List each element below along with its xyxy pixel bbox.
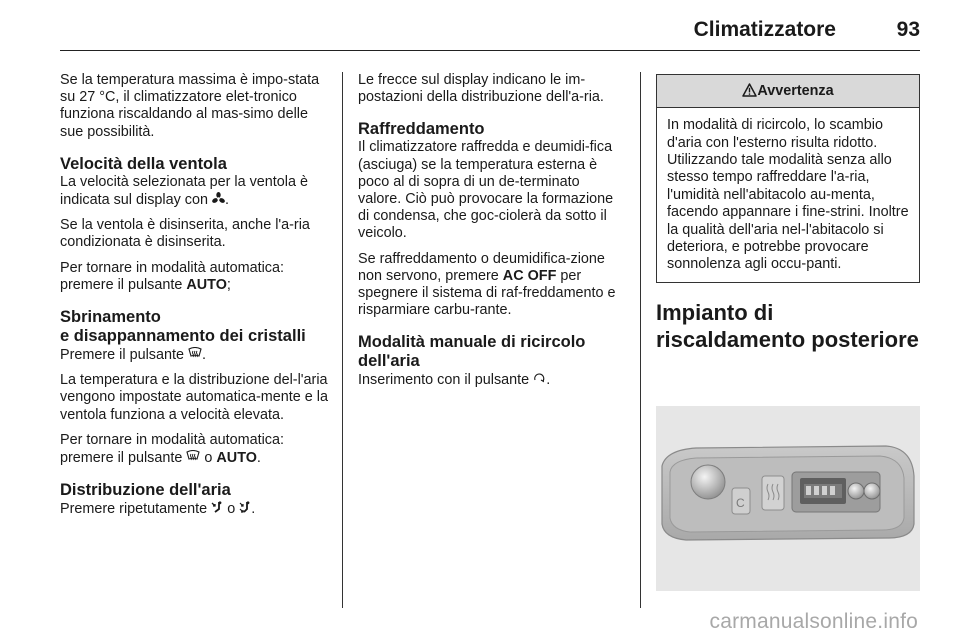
- column-divider: [640, 72, 641, 608]
- svg-text:C: C: [736, 496, 745, 510]
- paragraph: [358, 251, 624, 320]
- column-divider: [342, 72, 343, 608]
- paragraph: Se la ventola è disinserita, anche l'a-ria condizionata è disinserita.: [60, 217, 310, 251]
- heading-fan-speed: Velocità della ventola: [60, 154, 227, 173]
- text: La velocità selezionata per la ventola è indicata sul display con: [60, 173, 308, 209]
- text: o: [227, 501, 236, 518]
- page-title: Climatizzatore: [693, 18, 836, 41]
- windscreen-defrost-icon: [186, 449, 200, 466]
- heading-line: e disappannamento dei cristalli: [60, 327, 306, 346]
- windscreen-defrost-icon: [188, 346, 202, 363]
- text: Premere il pulsante: [60, 347, 184, 364]
- text: Inserimento con il pulsante: [358, 372, 530, 389]
- section-heading-rear-heating: Impianto di riscaldamento posteriore: [656, 299, 919, 352]
- paragraph: Le frecce sul display indicano le im-postazioni della distribuzione dell'a-ria.: [358, 72, 604, 106]
- rear-heater-panel-photo: [656, 406, 920, 591]
- paragraph: Inserimento con il pulsante .: [358, 372, 551, 389]
- paragraph: La velocità selezionata per la ventola è indicata sul display con .: [60, 173, 308, 209]
- air-to-feet-icon: [211, 500, 223, 517]
- paragraph: Premere ripetutamente o .: [60, 501, 256, 518]
- text: o: [204, 450, 213, 467]
- paragraph: Il climatizzatore raffredda e deumidi-fica (asciuga) se la temperatura esterna è poco al di sopra di un de-terminato valore. Ciò può provocare la formazione di condensa, che goc-ciolerà da sotto il veicolo.: [358, 139, 614, 242]
- page-header: [60, 12, 920, 51]
- heading-air-distribution: Distribuzione dell'aria: [60, 481, 231, 500]
- column-2: [358, 72, 624, 398]
- paragraph: Per tornare in modalità automatica: premere il pulsante o AUTO.: [60, 431, 284, 467]
- text: Se raffreddamento o deumidifica-zione non servono, premere: [358, 250, 605, 284]
- warning-header: [657, 75, 919, 108]
- warning-box: [656, 74, 920, 283]
- paragraph: Se la temperatura massima è impo-stata su 27 °C, il climatizzatore elet-tronico funziona riscaldando al mas-simo delle sue possibilità.: [60, 72, 320, 140]
- column-3: [656, 72, 920, 353]
- watermark: carmanualsonline.info: [709, 610, 918, 633]
- heading-cooling: Raffreddamento: [358, 120, 485, 139]
- paragraph: La temperatura e la distribuzione del-l'aria vengono impostate automatica-mente e la ventola funziona a velocità elevata.: [60, 372, 328, 423]
- auto-button-label: AUTO: [216, 450, 257, 467]
- column-1: [60, 72, 330, 526]
- paragraph: Premere il pulsante .: [60, 347, 206, 364]
- recirculation-icon: [533, 371, 546, 388]
- heading-recirculation: Modalità manuale di ricircolo dell'aria: [358, 333, 586, 371]
- text: Premere ripetutamente: [60, 501, 208, 518]
- paragraph: Per tornare in modalità automatica: premere il pulsante AUTO;: [60, 259, 284, 293]
- auto-button-label: AUTO: [186, 276, 227, 293]
- ac-off-button-label: AC OFF: [502, 267, 557, 284]
- warning-triangle-icon: [742, 83, 757, 99]
- heading-line: Sbrinamento: [60, 308, 161, 327]
- text: Per tornare in modalità automatica: premere il pulsante: [60, 259, 284, 293]
- warning-title: Avvertenza: [757, 83, 834, 99]
- page-number: 93: [896, 18, 920, 41]
- text: Per tornare in modalità automatica: premere il pulsante: [60, 431, 284, 467]
- warning-body: In modalità di ricircolo, lo scambio d'aria con l'esterno risulta ridotto. Utilizzando tale modalità senza allo stesso tempo raffreddare l'a-ria, l'umidità nell'abitacolo au-menta, facendo appannare i fine-strini. Inoltre la qualità dell'aria nel-l'abitacolo si deteriora, e potrebbe provocare sonnolenza agli occu-panti.: [667, 117, 909, 273]
- heading-defrost: [60, 308, 330, 346]
- text: per spegnere il sistema di raf-freddamento e risparmiare carbu-rante.: [358, 267, 616, 319]
- air-to-body-feet-icon: [239, 500, 251, 517]
- fan-icon: [212, 191, 225, 208]
